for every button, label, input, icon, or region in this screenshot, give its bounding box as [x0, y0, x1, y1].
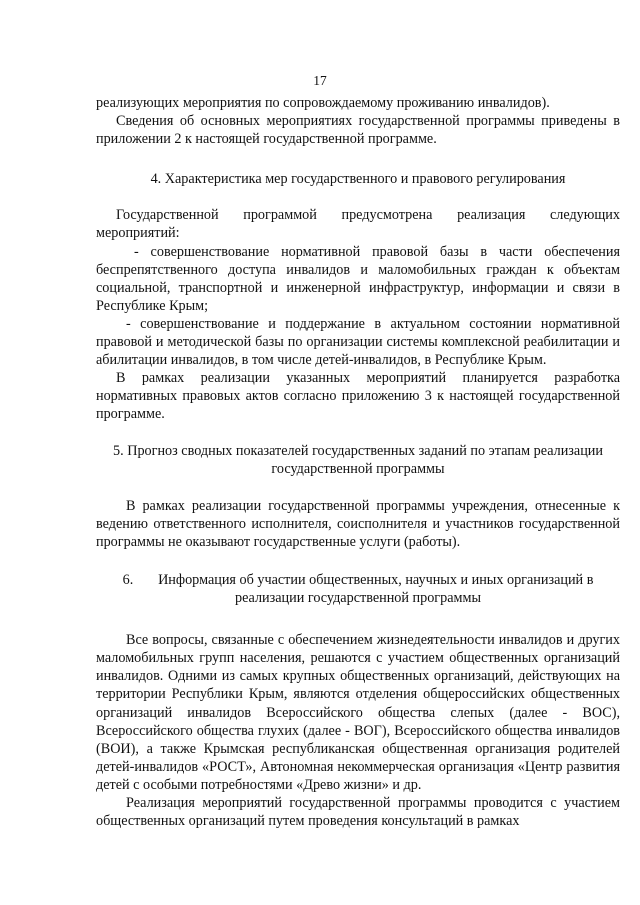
document-body [96, 94, 620, 830]
body-paragraph: Все вопросы, связанные с обеспечением жизнедеятельности инвалидов и других маломобильных групп населения, решаются с участием общественных организаций инвалидов. Одними из самых крупных общественных организаций, действующих на территории Республики Крым, являются отделения общероссийских общественных организаций инвалидов Всероссийского общества слепых (далее - ВОС), Всероссийского общества глухих (далее - ВОГ), Всероссийского общества инвалидов (ВОИ), а также Крымская республиканская общественная организация родителей детей-инвалидов «РОСТ», Автономная некоммерческая организация «Центр развития детей с особыми потребностями «Древо жизни» и др. [96, 632, 620, 793]
body-paragraph: В рамках реализации указанных мероприятий планируется разработка нормативных правовых актов согласно приложению 3 к настоящей государственной программе. [96, 370, 620, 423]
list-item: - совершенствование нормативной правовой базы в части обеспечения беспрепятственного доступа инвалидов и маломобильных граждан к объектам социальной, транспортной и инженерной инфраструктур, информации и связи в Республике Крым; [96, 243, 620, 314]
page-number: 17 [313, 73, 327, 88]
section-heading-4: 4. Характеристика мер государственного и правового регулирования [150, 171, 566, 188]
body-paragraph: В рамках реализации государственной программы учреждения, отнесенные к ведению ответственного исполнителя, соисполнителя и участников государственной программы не оказывают государственные услуги (работы). [96, 497, 620, 550]
section-heading-5: 5. Прогноз сводных показателей государственных заданий по этапам реализации государственной программы [113, 442, 603, 477]
body-paragraph: реализующих мероприятия по сопровождаемому проживанию инвалидов). [96, 95, 550, 111]
body-paragraph: Сведения об основных мероприятиях государственной программы приведены в приложении 2 к настоящей государственной программе. [96, 113, 620, 148]
list-item: - совершенствование и поддержание в актуальном состоянии нормативной правовой и методической базы по организации системы комплексной реабилитации и абилитации инвалидов, в том числе детей-инвалидов, в Республике Крым. [96, 315, 620, 369]
section-heading-6: 6. Информация об участии общественных, научных и иных организаций в реализации государственной программы [122, 571, 594, 607]
body-paragraph: Государственной программой предусмотрена реализация следующих мероприятий: [96, 207, 620, 242]
body-paragraph: Реализация мероприятий государственной программы проводится с участием общественных организаций путем проведения консультаций в рамках [96, 795, 620, 830]
